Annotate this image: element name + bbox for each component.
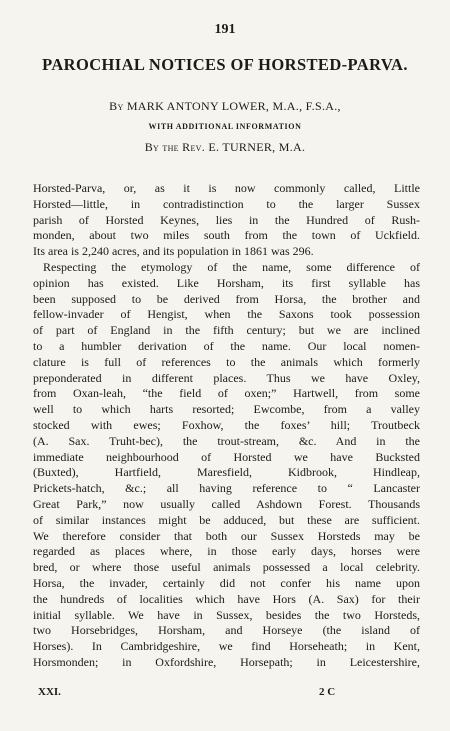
author-line: By MARK ANTONY LOWER, M.A., F.S.A., [109, 99, 341, 113]
body-line: immediate neighbourhood of Horsted we have Bucksted [33, 449, 420, 464]
body-line: clature is full of references to the animals which formerly [33, 354, 420, 369]
body-line: (Buxted), Hartfield, Maresfield, Kidbrook, Hindleap, [33, 465, 420, 480]
body-line: We therefore consider that both our Sussex Horsteds may be [33, 528, 420, 543]
body-line: Respecting the etymology of the name, some difference of [43, 259, 420, 274]
body-line: to a humbler derivation of the name. Our local nomen- [33, 338, 420, 353]
body-line: opinion has existed. Like Horsham, its first syllable has [33, 275, 420, 290]
body-line: initial syllable. We have in Sussex, besides the two Horsteds, [33, 607, 420, 622]
body-line: (A. Sax. Truht-bec), the trout-stream, &c. And in the [33, 433, 420, 448]
body-text [33, 181, 420, 671]
body-line: preponderated in different places. Thus we have Oxley, [33, 370, 420, 385]
body-line: fellow-invader of Hengist, when the Saxons took possession [33, 307, 420, 322]
body-line: the hundreds of localities which have Hors (A. Sax) for their [33, 591, 420, 606]
signature-mark: XXI. [38, 686, 61, 698]
body-line: Its area is 2,240 acres, and its population in 1861 was 296. [33, 244, 314, 259]
body-line: from Oxan-leah, “the field of oxen;” Hartwell, from some [33, 386, 420, 401]
reviser-line: By the Rev. E. TURNER, M.A. [144, 140, 306, 154]
body-line: Horses). In Cambridgeshire, we find Horseheath; in Kent, [33, 639, 420, 654]
page-title: PAROCHIAL NOTICES OF HORSTED-PARVA. [42, 55, 408, 74]
additional-information-line: WITH ADDITIONAL INFORMATION [148, 122, 302, 131]
body-line: bred, or where those useful animals possessed a local celebrity. [33, 560, 420, 575]
body-line: well to which harts resorted; Ewcombe, from a valley [33, 402, 420, 417]
body-line: stocked with ewes; Foxhow, the foxes’ hill; Troutbeck [33, 417, 420, 432]
body-line: Great Park,” now usually called Ashdown Forest. Thousands [33, 496, 420, 511]
body-line: Horsted-Parva, or, as it is now commonly called, Little [33, 181, 420, 195]
body-line: of part of England in the fifth century; but we are inclined [33, 323, 420, 338]
body-line: Horsted—little, in contradistinction to the larger Sussex [33, 196, 420, 211]
body-line: Prickets-hatch, &c.; all having reference to “ Lancaster [33, 481, 420, 496]
body-line: monden, about two miles south from the town of Uckfield. [33, 228, 420, 243]
page-number: 191 [214, 22, 236, 37]
body-line: regarded as places where, in those early days, horses were [33, 544, 420, 559]
body-line: Horsa, the invader, certainly did not confer his name upon [33, 575, 420, 590]
body-line: two Horsebridges, Horsham, and Horseye (the island of [33, 623, 420, 638]
body-line: of similar instances might be adduced, but these are sufficient. [33, 512, 420, 527]
sheet-mark: 2 C [319, 686, 336, 698]
body-line: Horsmonden; in Oxfordshire, Horsepath; in Leicestershire, [33, 654, 420, 669]
body-line: been supposed to be derived from Horsa, the brother and [33, 291, 420, 306]
body-line: parish of Horsted Keynes, lies in the Hundred of Rush- [33, 212, 420, 227]
